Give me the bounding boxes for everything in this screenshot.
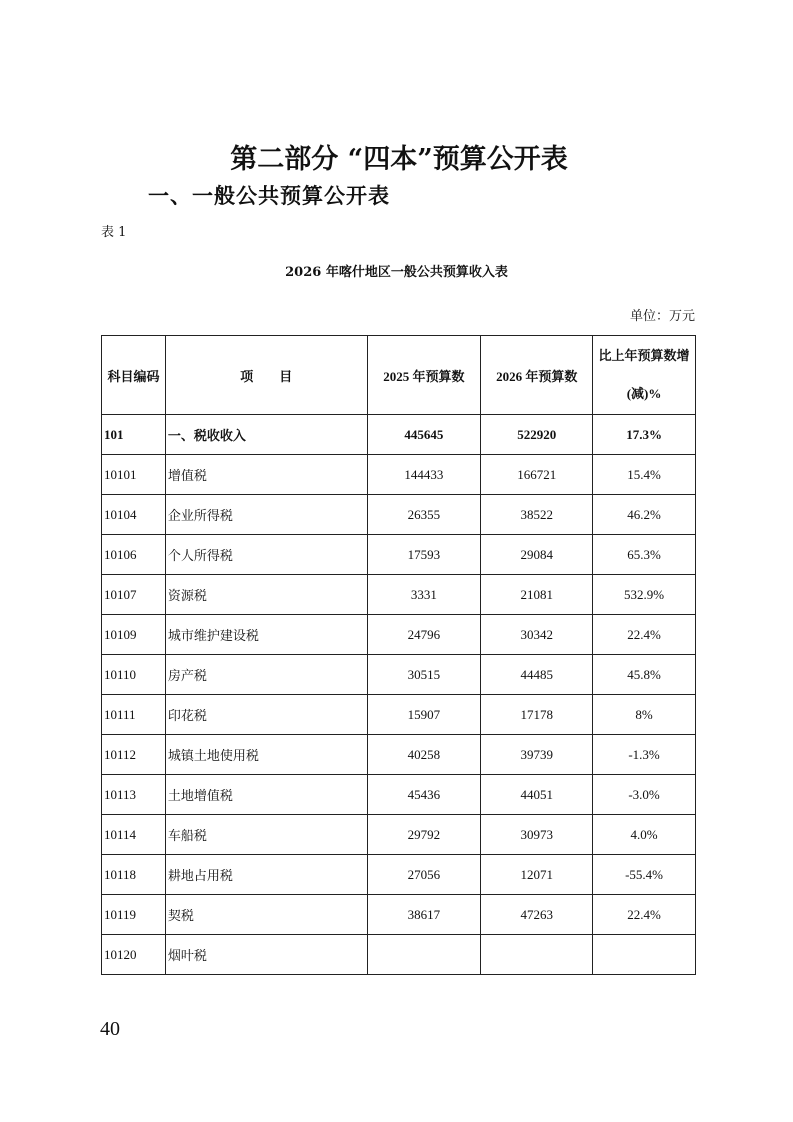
cell-change: 46.2%: [593, 495, 696, 535]
cell-budget-2025: 38617: [367, 895, 481, 935]
table-row: [102, 495, 696, 535]
cell-item: 耕地占用税: [165, 855, 367, 895]
cell-code: 10120: [102, 935, 166, 975]
cell-code: 10113: [102, 775, 166, 815]
table-row: [102, 655, 696, 695]
cell-budget-2025: 144433: [367, 455, 481, 495]
cell-budget-2025: 17593: [367, 535, 481, 575]
cell-item: 企业所得税: [165, 495, 367, 535]
cell-item: 一、税收收入: [165, 415, 367, 455]
cell-item: 城镇土地使用税: [165, 735, 367, 775]
table-row: [102, 935, 696, 975]
header-item: 项 目: [165, 336, 367, 415]
cell-budget-2026: 44051: [481, 775, 593, 815]
cell-budget-2025: 15907: [367, 695, 481, 735]
table-row: [102, 415, 696, 455]
cell-item: 土地增值税: [165, 775, 367, 815]
page-number: 40: [100, 1018, 120, 1040]
cell-code: 10109: [102, 615, 166, 655]
budget-table: [101, 335, 696, 975]
cell-budget-2026: 166721: [481, 455, 593, 495]
cell-budget-2026: 17178: [481, 695, 593, 735]
table-row: [102, 855, 696, 895]
cell-budget-2026: 30342: [481, 615, 593, 655]
cell-change: -1.3%: [593, 735, 696, 775]
cell-item: 城市维护建设税: [165, 615, 367, 655]
cell-code: 10111: [102, 695, 166, 735]
table-row: [102, 735, 696, 775]
cell-change: -3.0%: [593, 775, 696, 815]
cell-item: 烟叶税: [165, 935, 367, 975]
cell-change: 17.3%: [593, 415, 696, 455]
table-header-row: [102, 336, 696, 415]
cell-item: 契税: [165, 895, 367, 935]
cell-change: 15.4%: [593, 455, 696, 495]
cell-change: 22.4%: [593, 895, 696, 935]
header-change: 比上年预算数增(减)%: [593, 336, 696, 415]
cell-budget-2025: 29792: [367, 815, 481, 855]
header-2025: 2025 年预算数: [367, 336, 481, 415]
unit-label: 单位：万元: [629, 309, 695, 324]
cell-budget-2025: [367, 935, 481, 975]
cell-item: 个人所得税: [165, 535, 367, 575]
cell-change: 65.3%: [593, 535, 696, 575]
table-row: [102, 895, 696, 935]
cell-change: 8%: [593, 695, 696, 735]
cell-budget-2026: 12071: [481, 855, 593, 895]
cell-change: 45.8%: [593, 655, 696, 695]
table-row: [102, 535, 696, 575]
table-row: [102, 575, 696, 615]
cell-change: 532.9%: [593, 575, 696, 615]
cell-budget-2026: 39739: [481, 735, 593, 775]
cell-change: -55.4%: [593, 855, 696, 895]
cell-code: 10106: [102, 535, 166, 575]
cell-item: 房产税: [165, 655, 367, 695]
table-row: [102, 455, 696, 495]
section-title: 一、一般公共预算公开表: [148, 183, 390, 208]
cell-budget-2026: [481, 935, 593, 975]
cell-budget-2026: 38522: [481, 495, 593, 535]
cell-budget-2025: 26355: [367, 495, 481, 535]
table-row: [102, 775, 696, 815]
cell-code: 10114: [102, 815, 166, 855]
cell-code: 10107: [102, 575, 166, 615]
cell-budget-2026: 29084: [481, 535, 593, 575]
cell-budget-2025: 445645: [367, 415, 481, 455]
table-row: [102, 815, 696, 855]
cell-budget-2025: 45436: [367, 775, 481, 815]
cell-change: 22.4%: [593, 615, 696, 655]
cell-item: 增值税: [165, 455, 367, 495]
cell-budget-2025: 30515: [367, 655, 481, 695]
table-number: 表 1: [101, 225, 127, 240]
cell-change: [593, 935, 696, 975]
cell-code: 101: [102, 415, 166, 455]
cell-code: 10112: [102, 735, 166, 775]
cell-budget-2026: 30973: [481, 815, 593, 855]
table-row: [102, 615, 696, 655]
table-title: 2026 年喀什地区一般公共预算收入表: [285, 265, 508, 280]
cell-item: 印花税: [165, 695, 367, 735]
cell-budget-2026: 47263: [481, 895, 593, 935]
cell-item: 车船税: [165, 815, 367, 855]
cell-budget-2026: 21081: [481, 575, 593, 615]
cell-budget-2025: 3331: [367, 575, 481, 615]
cell-change: 4.0%: [593, 815, 696, 855]
header-code: 科目编码: [102, 336, 166, 415]
cell-budget-2025: 24796: [367, 615, 481, 655]
cell-code: 10104: [102, 495, 166, 535]
cell-budget-2025: 27056: [367, 855, 481, 895]
cell-budget-2026: 44485: [481, 655, 593, 695]
cell-code: 10118: [102, 855, 166, 895]
header-2026: 2026 年预算数: [481, 336, 593, 415]
cell-code: 10110: [102, 655, 166, 695]
cell-budget-2026: 522920: [481, 415, 593, 455]
cell-code: 10119: [102, 895, 166, 935]
part-title: 第二部分 “四本”预算公开表: [230, 144, 568, 175]
cell-budget-2025: 40258: [367, 735, 481, 775]
table-row: [102, 695, 696, 735]
cell-item: 资源税: [165, 575, 367, 615]
cell-code: 10101: [102, 455, 166, 495]
